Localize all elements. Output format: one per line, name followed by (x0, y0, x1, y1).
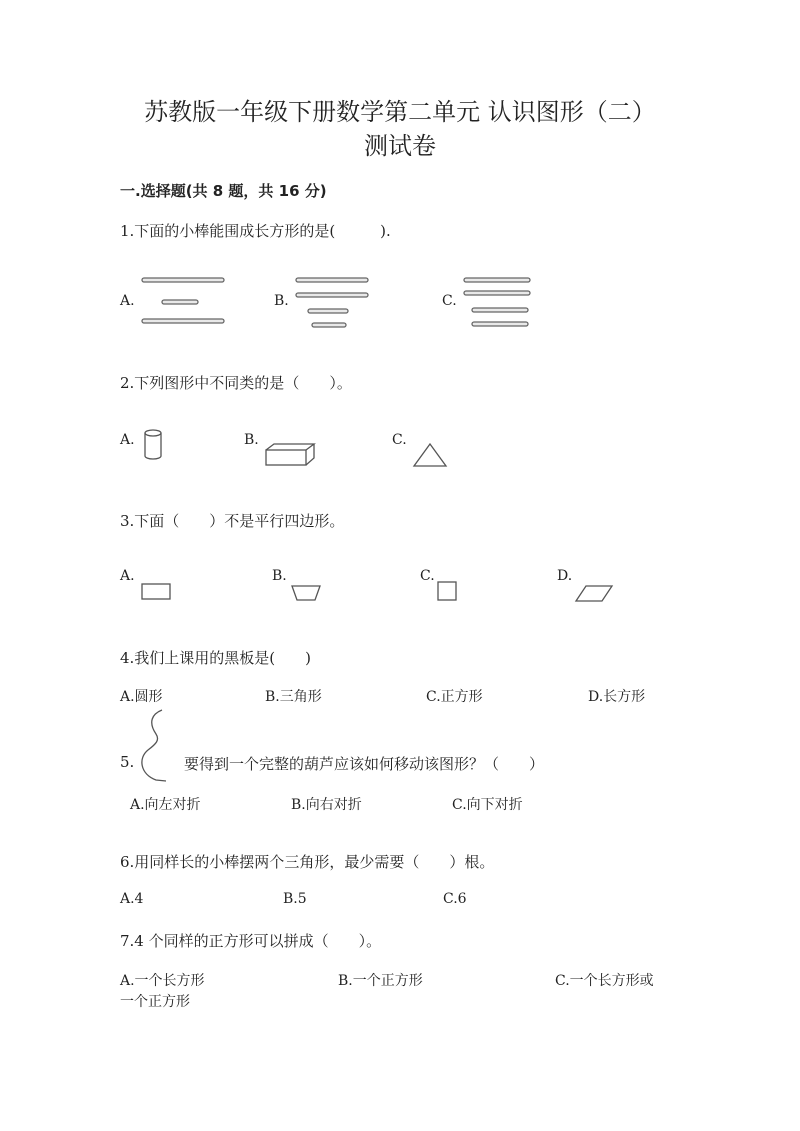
q1-option-b-label[interactable]: B. (274, 293, 289, 309)
parallelogram-icon (574, 584, 616, 606)
q1-option-c-sticks-image (460, 276, 536, 332)
question-6-text: 6.用同样长的小棒摆两个三角形，最少需要（ ）根。 (120, 853, 495, 871)
q1-option-a-sticks-image (138, 276, 228, 326)
question-7-text: 7.4 个同样的正方形可以拼成（ ）。 (120, 932, 382, 950)
q6-option-c[interactable]: C.6 (443, 891, 467, 907)
question-1-text: 1.下面的小棒能围成长方形的是( ). (120, 222, 391, 240)
q7-option-c[interactable]: C.一个长方形或 (555, 973, 654, 989)
q4-option-a[interactable]: A.圆形 (120, 689, 163, 705)
q7-option-c-continued: 一个正方形 (120, 994, 190, 1010)
trapezoid-icon (290, 584, 324, 606)
question-4-text: 4.我们上课用的黑板是( ) (120, 649, 312, 667)
q3-option-b-label[interactable]: B. (272, 568, 287, 584)
page-subtitle: 测试卷 (364, 132, 436, 160)
cylinder-icon (142, 428, 166, 464)
question-5-number: 5. (120, 753, 135, 771)
q6-option-a[interactable]: A.4 (120, 891, 144, 907)
q1-option-b-sticks-image (292, 276, 372, 332)
q3-option-c-label[interactable]: C. (420, 568, 435, 584)
square-icon (436, 580, 460, 604)
triangle-icon (410, 442, 450, 470)
q4-option-c[interactable]: C.正方形 (426, 689, 483, 705)
rectangle-icon (140, 582, 174, 604)
question-5-text: 要得到一个完整的葫芦应该如何移动该图形？（ ） (184, 755, 545, 773)
q5-option-c[interactable]: C.向下对折 (452, 797, 523, 813)
q5-option-a[interactable]: A.向左对折 (130, 797, 201, 813)
q3-option-d-label[interactable]: D. (557, 568, 573, 584)
question-2-text: 2.下列图形中不同类的是（ ）。 (120, 374, 352, 392)
q5-option-b[interactable]: B.向右对折 (291, 797, 362, 813)
cuboid-icon (264, 442, 318, 468)
q4-option-d[interactable]: D.长方形 (588, 689, 646, 705)
q2-option-c-label[interactable]: C. (392, 432, 407, 448)
page-title: 苏教版一年级下册数学第二单元 认识图形（二） (144, 98, 656, 126)
q7-option-b[interactable]: B.一个正方形 (338, 973, 423, 989)
q2-option-b-label[interactable]: B. (244, 432, 259, 448)
q2-option-a-label[interactable]: A. (120, 432, 135, 448)
q1-option-a-label[interactable]: A. (120, 293, 135, 309)
q4-option-b[interactable]: B.三角形 (265, 689, 322, 705)
section-heading: 一.选择题(共 8 题，共 16 分) (120, 182, 327, 200)
q3-option-a-label[interactable]: A. (120, 568, 135, 584)
question-3-text: 3.下面（ ）不是平行四边形。 (120, 512, 345, 530)
q7-option-a[interactable]: A.一个长方形 (120, 973, 205, 989)
q1-option-c-label[interactable]: C. (442, 293, 457, 309)
q6-option-b[interactable]: B.5 (283, 891, 307, 907)
gourd-half-icon (136, 708, 176, 782)
